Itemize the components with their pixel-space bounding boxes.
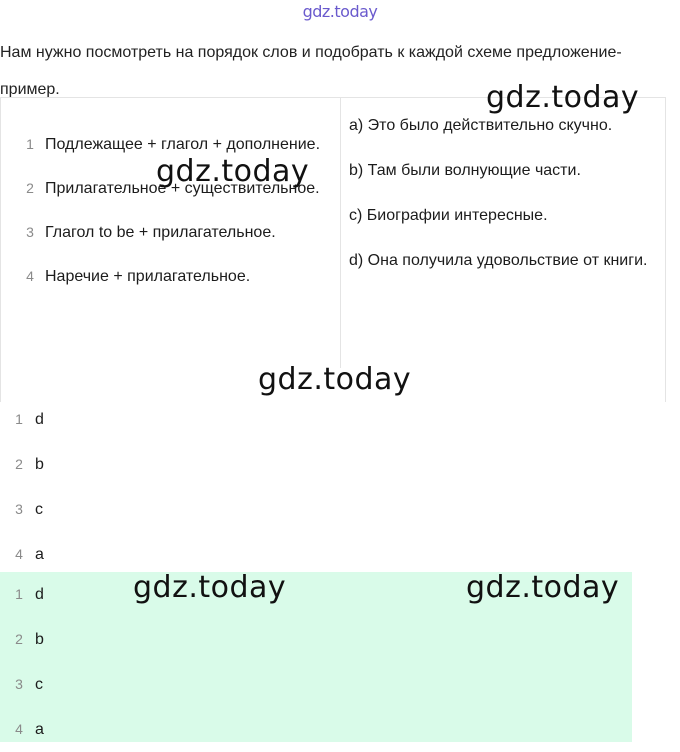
answer-number: 1 [15,411,23,427]
answer-number: 2 [15,631,23,647]
scheme-text: Глагол to be + прилагательное. [45,224,276,241]
watermark: gdz.today [133,570,287,605]
answer-value: b [35,456,44,473]
answer-item [0,442,680,487]
matching-table [0,97,666,402]
scheme-number: 2 [26,180,34,196]
scheme-number: 4 [26,268,34,284]
answer-item [0,397,680,442]
answer-number: 4 [15,721,23,737]
answer-value: b [35,631,44,648]
answer-value: d [35,586,44,603]
example-item: d) Она получила удовольствие от книги. [349,252,648,269]
scheme-item [1,214,331,251]
answer-value: c [35,676,43,693]
answer-value: a [35,721,44,738]
answer-list [0,397,680,577]
scheme-list [1,126,331,302]
answer-number: 4 [15,546,23,562]
scheme-number: 3 [26,224,34,240]
scheme-text: Наречие + прилагательное. [45,268,251,285]
scheme-number: 1 [26,136,34,152]
example-list [349,108,659,288]
example-item: b) Там были волнующие части. [349,162,581,179]
site-logo[interactable]: gdz.today [302,2,378,21]
answer-item [0,707,632,752]
answer-number: 2 [15,456,23,472]
column-divider [340,98,341,368]
answer-number: 3 [15,501,23,517]
scheme-text: Прилагательное + существительное. [45,180,320,197]
watermark: gdz.today [156,154,310,189]
answer-value: d [35,411,44,428]
answer-value: a [35,546,44,563]
watermark: gdz.today [258,362,412,397]
answer-number: 3 [15,676,23,692]
answer-item [0,662,632,707]
watermark: gdz.today [466,570,620,605]
answer-item [0,487,680,532]
task-intro: Нам нужно посмотреть на порядок слов и подобрать к каждой схеме предложение-пример. [0,44,622,98]
watermark: gdz.today [486,80,640,115]
example-item: c) Биографии интересные. [349,207,548,224]
scheme-text: Подлежащее + глагол + дополнение. [45,136,321,153]
answer-value: c [35,501,43,518]
example-item: a) Это было действительно скучно. [349,117,613,134]
scheme-item [1,258,331,295]
answer-item [0,617,632,662]
answer-number: 1 [15,586,23,602]
